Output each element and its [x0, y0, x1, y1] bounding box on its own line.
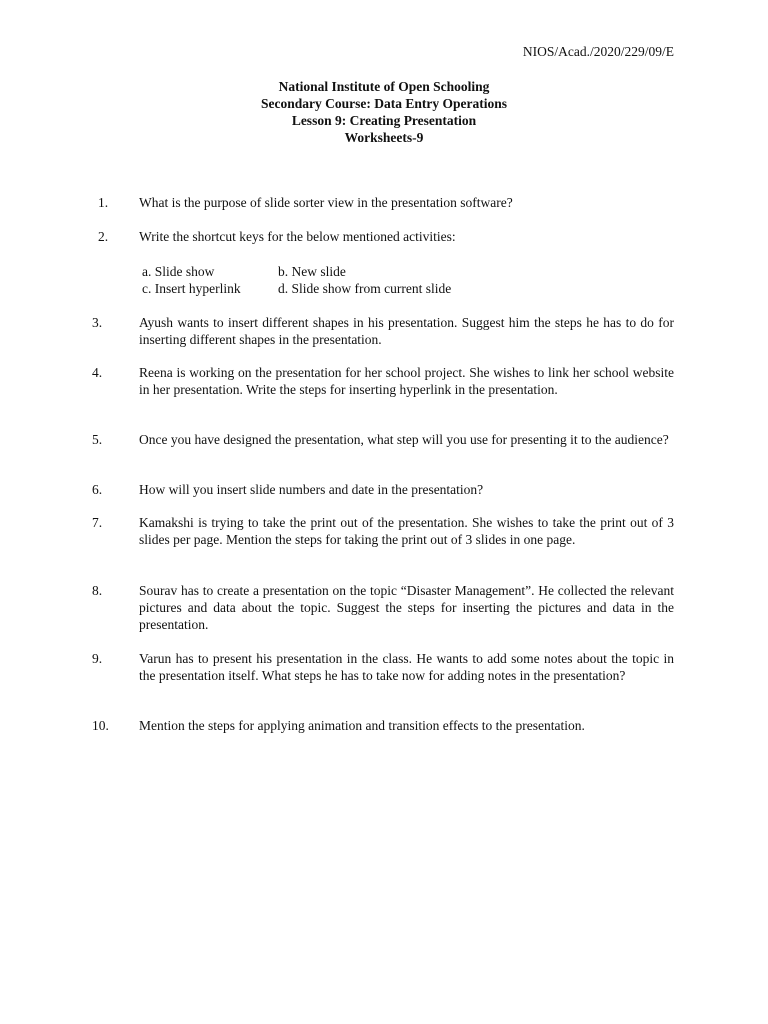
worksheet-title: Worksheets-9	[344, 130, 424, 145]
question-text: Ayush wants to insert different shapes in his presentation. Suggest him the steps he has to do for inserting different shapes in the presentation.	[139, 315, 674, 348]
worksheet-header	[0, 78, 768, 146]
question-item	[92, 717, 674, 734]
question-item	[92, 194, 674, 211]
question-number: 2.	[98, 229, 109, 244]
question-text: Kamakshi is trying to take the print out of the presentation. She wishes to take the print out of 3 slides per page. Mention the steps for taking the print out of 3 slides in one page.	[139, 515, 674, 548]
question-number: 4.	[92, 365, 103, 380]
question-text: What is the purpose of slide sorter view in the presentation software?	[139, 195, 513, 210]
question-number: 6.	[92, 482, 103, 497]
question-number: 7.	[92, 515, 103, 530]
question-number: 1.	[98, 195, 109, 210]
question-item	[92, 514, 674, 548]
question-number: 10.	[92, 718, 109, 733]
question-item	[92, 481, 674, 498]
question-text: Write the shortcut keys for the below mentioned activities:	[139, 229, 456, 244]
question-number: 8.	[92, 583, 103, 598]
question-number: 3.	[92, 315, 103, 330]
shortcut-options-list	[142, 263, 451, 297]
question-item	[92, 314, 674, 348]
shortcut-option-d: d. Slide show from current slide	[278, 281, 452, 297]
question-item	[92, 228, 674, 245]
question-item	[92, 582, 674, 634]
question-text: How will you insert slide numbers and date in the presentation?	[139, 482, 484, 497]
question-number: 9.	[92, 651, 103, 666]
question-text: Varun has to present his presentation in the class. He wants to add some notes about the topic in the presentation itself. What steps he has to take now for adding notes in the presentation?	[139, 651, 674, 684]
shortcut-option-a: a. Slide show	[142, 264, 215, 279]
document-reference-number: NIOS/Acad./2020/229/09/E	[522, 44, 674, 59]
question-text: Sourav has to create a presentation on the topic “Disaster Management”. He collected the relevant pictures and data about the topic. Suggest the steps for inserting the pictures and data in the presentation.	[139, 583, 674, 633]
question-item	[92, 364, 674, 398]
shortcut-option-c: c. Insert hyperlink	[142, 281, 241, 297]
shortcut-option-b: b. New slide	[278, 264, 346, 279]
question-number: 5.	[92, 432, 103, 447]
question-item	[92, 650, 674, 684]
question-text: Mention the steps for applying animation and transition effects to the presentation.	[139, 718, 585, 733]
course-title: Secondary Course: Data Entry Operations	[261, 96, 507, 111]
question-text: Reena is working on the presentation for her school project. She wishes to link her school website in her presentation. Write the steps for inserting hyperlink in the presentation.	[139, 365, 674, 398]
institute-title: National Institute of Open Schooling	[278, 79, 490, 94]
question-item	[92, 431, 674, 448]
lesson-title: Lesson 9: Creating Presentation	[291, 113, 477, 128]
question-text: Once you have designed the presentation, what step will you use for presenting it to the audience?	[139, 432, 669, 447]
